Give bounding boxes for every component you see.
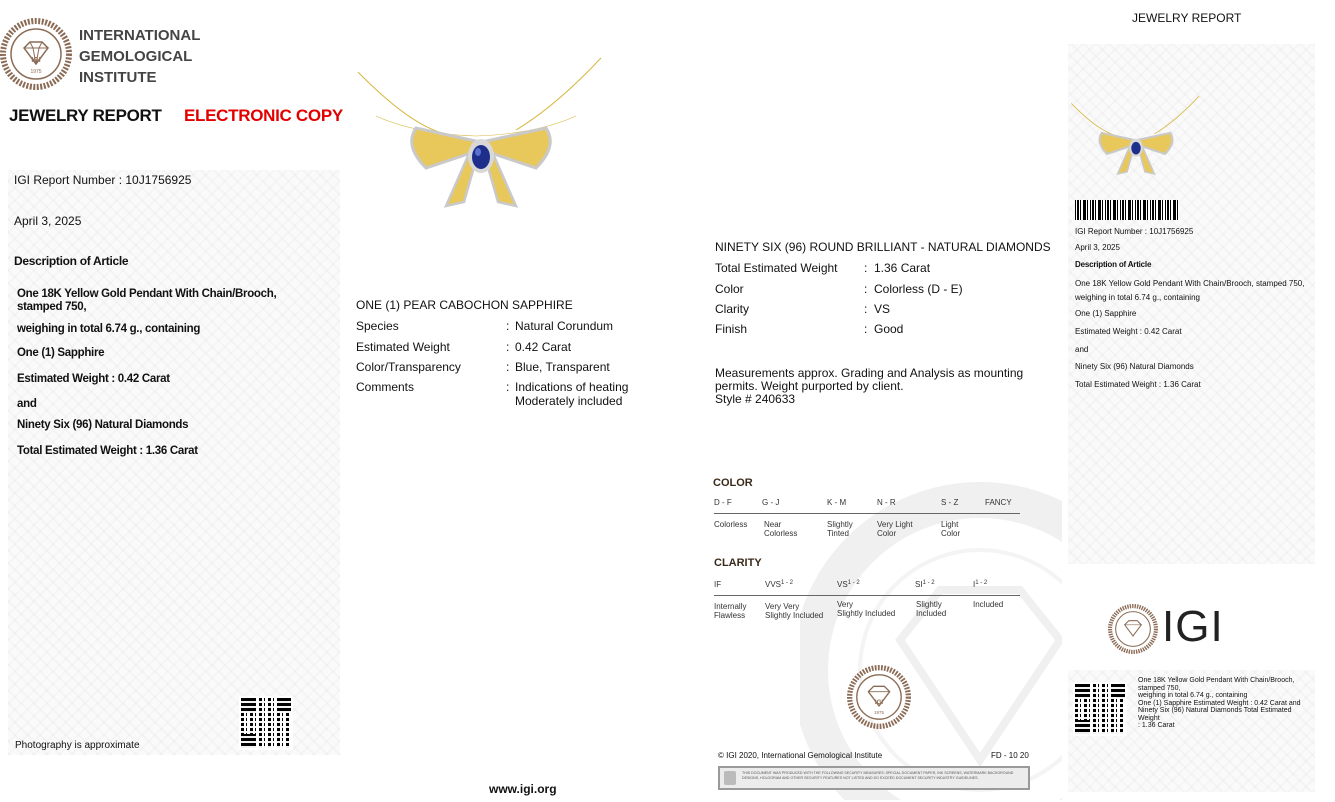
clarity-scale-heading: CLARITY	[714, 557, 762, 569]
sapphire-row-color: Color/Transparency : Blue, Transparent	[356, 360, 610, 374]
color-grade-desc: Very Light Color	[877, 520, 913, 538]
diamond-row-clarity: Clarity : VS	[715, 302, 891, 316]
measurement-note	[715, 367, 1023, 406]
note-line: permits. Weight purported by client.	[715, 379, 904, 393]
website: www.igi.org	[489, 782, 557, 796]
note-line: Style # 240633	[715, 392, 796, 406]
barcode	[1075, 200, 1179, 220]
seal-year: 1975	[30, 69, 42, 75]
description-line: and	[17, 398, 37, 410]
svg-text:1975: 1975	[874, 709, 884, 715]
institute-name-line-2: GEMOLOGICAL	[79, 48, 193, 65]
spec-value: Indications of heating	[515, 380, 629, 394]
institute-name	[79, 25, 200, 88]
stub-description-line: Ninety Six (96) Natural Diamonds	[1075, 362, 1194, 371]
description-line: Total Estimated Weight : 1.36 Carat	[17, 445, 198, 457]
description-line: weighing in total 6.74 g., containing	[17, 323, 201, 335]
clarity-grade-desc: Internally Flawless	[714, 602, 747, 620]
stub-summary-line: stamped 750,	[1138, 684, 1181, 692]
description-block	[17, 288, 317, 457]
spec-value: Blue, Transparent	[515, 360, 610, 374]
description-line: Estimated Weight : 0.42 Carat	[17, 373, 170, 385]
stub-summary	[1138, 677, 1313, 730]
spec-value: VS	[874, 302, 891, 316]
description-line: One 18K Yellow Gold Pendant With Chain/Brooch, stamped 750,	[17, 288, 277, 313]
color-grade-desc: Colorless	[714, 520, 748, 529]
stub-description-block	[1075, 279, 1315, 394]
sapphire-row-species: Species : Natural Corundum	[356, 319, 614, 333]
color-grade-code: D - F	[714, 498, 732, 507]
color-grade-desc: Near Colorless	[764, 520, 798, 538]
clarity-grade-code: VS$^{1 - 2}$	[837, 580, 860, 589]
clarity-grade-desc: Very Slightly Included	[837, 600, 896, 618]
diamond-row-finish: Finish : Good	[715, 322, 904, 336]
sapphire-row-weight: Estimated Weight : 0.42 Carat	[356, 340, 572, 354]
clarity-grade-code: $I^{1 - 2}$	[973, 580, 988, 589]
stub-description-line: Estimated Weight : 0.42 Carat	[1075, 327, 1182, 336]
diamond-details	[715, 261, 1055, 345]
diamonds-title: NINETY SIX (96) ROUND BRILLIANT - NATURAL DIAMONDS	[715, 240, 1051, 254]
security-text: THIS DOCUMENT WAS PRODUCED WITH THE FOLLOWING SECURITY MEASURES: SPECIAL DOCUMENT PAPER, INK SCREENS, WATERMARK BACKGROUND DESIGNS, HOLOGRAM AND OTHER SECURITY FEATURES NOT LISTED AND DO EXCEED DOCUMENT SECURITY INDUSTRY GUIDELINES.	[742, 771, 1014, 780]
description-line: Ninety Six (96) Natural Diamonds	[17, 419, 189, 431]
security-strip	[718, 766, 1030, 790]
institute-name-line-1: INTERNATIONAL	[79, 27, 201, 44]
photography-note: Photography is approximate	[15, 740, 140, 751]
spec-value: 1.36 Carat	[874, 261, 931, 275]
color-scale	[714, 498, 1024, 543]
color-scale-line	[714, 513, 1020, 514]
stub-description-line: One 18K Yellow Gold Pendant With Chain/Brooch, stamped 750,	[1075, 279, 1305, 288]
color-grade-code: G - J	[762, 498, 780, 507]
stub-summary-line: : 1.36 Carat	[1138, 722, 1175, 729]
clarity-scale	[714, 578, 1024, 624]
institute-name-line-3: INSTITUTE	[79, 69, 157, 86]
stub-summary-line: One 18K Yellow Gold Pendant With Chain/Brooch,	[1138, 677, 1295, 684]
stub-date: April 3, 2025	[1075, 243, 1120, 252]
spec-value: Good	[874, 322, 904, 336]
stub-description-line: Total Estimated Weight : 1.36 Carat	[1075, 380, 1201, 389]
clarity-grade-desc: Slightly Included	[916, 600, 947, 618]
spec-label: Clarity	[715, 302, 750, 316]
svg-text:IGI: IGI	[874, 699, 884, 707]
description-line: One (1) Sapphire	[17, 347, 105, 359]
clarity-grade-desc: Very Very Slightly Included	[765, 602, 824, 620]
stub-title: JEWELRY REPORT	[1132, 11, 1242, 25]
color-grade-desc: Light Color	[941, 520, 961, 538]
igi-wordmark: IGI	[1162, 602, 1224, 651]
stub-summary-line: Ninety Six (96) Natural Diamonds Total Estimated Weight	[1138, 707, 1292, 722]
spec-label: Comments	[356, 380, 415, 394]
igi-logo-seal	[1108, 604, 1158, 654]
sapphire-title: ONE (1) PEAR CABOCHON SAPPHIRE	[356, 298, 573, 312]
stub-pendant-photo	[1070, 95, 1202, 175]
color-grade-code: S - Z	[941, 498, 959, 507]
clarity-grade-code: IF	[714, 580, 722, 589]
color-scale-heading: COLOR	[713, 477, 753, 489]
form-code: FD - 10 20	[991, 751, 1029, 760]
copyright: © IGI 2020, International Gemological Institute	[718, 751, 883, 760]
clarity-scale-line	[714, 595, 1020, 596]
stub-summary-line: weighing in total 6.74 g., containing	[1138, 692, 1248, 699]
report-number: IGI Report Number : 10J1756925	[14, 173, 192, 187]
description-heading: Description of Article	[14, 254, 129, 268]
clarity-grade-desc: Included	[973, 600, 1004, 609]
spec-value: Natural Corundum	[515, 319, 614, 333]
color-grade-desc: Slightly Tinted	[827, 520, 853, 538]
report-date: April 3, 2025	[14, 214, 82, 228]
spec-value: 0.42 Carat	[515, 340, 572, 354]
report-title: JEWELRY REPORT	[9, 106, 162, 125]
stub-description-heading: Description of Article	[1075, 260, 1152, 269]
clarity-grade-code: SI$^{1 - 2}$	[915, 580, 935, 589]
spec-label: Color/Transparency	[356, 360, 461, 374]
spec-value-2: Moderately included	[515, 394, 623, 408]
igi-seal-logo	[0, 18, 72, 90]
lock-icon	[724, 771, 736, 785]
spec-label: Total Estimated Weight	[715, 261, 838, 275]
color-grade-code: N - R	[877, 498, 896, 507]
color-grade-code: FANCY	[985, 498, 1012, 507]
stub-summary-line: One (1) Sapphire Estimated Weight : 0.42 Carat and	[1138, 699, 1301, 707]
sapphire-details	[356, 319, 656, 419]
stub-report-number: IGI Report Number : 10J1756925	[1075, 227, 1194, 236]
stub-description-line: weighing in total 6.74 g., containing	[1075, 293, 1200, 302]
spec-label: Finish	[715, 322, 748, 336]
spec-label: Color	[715, 282, 744, 296]
clarity-grade-code: VVS$^{1 - 2}$	[765, 580, 794, 589]
stub-description-line: One (1) Sapphire	[1075, 309, 1137, 318]
sapphire-row-comments: Comments : Indications of heating Moderately included	[356, 380, 629, 408]
igi-seal-small	[847, 665, 911, 729]
spec-value: Colorless (D - E)	[874, 282, 963, 296]
note-line: Measurements approx. Grading and Analysis as mounting	[715, 366, 1024, 380]
diamond-row-color: Color : Colorless (D - E)	[715, 282, 963, 296]
stub-description-line: and	[1075, 345, 1089, 354]
stub-qr-code[interactable]	[1075, 684, 1125, 734]
qr-code[interactable]	[241, 698, 291, 748]
electronic-copy-label: ELECTRONIC COPY	[184, 106, 343, 125]
bow-pendant-photo	[356, 56, 606, 208]
seal-initials: IGI	[31, 57, 41, 64]
spec-label: Species	[356, 319, 399, 333]
spec-label: Estimated Weight	[356, 340, 450, 354]
diamond-row-weight: Total Estimated Weight : 1.36 Carat	[715, 261, 931, 275]
color-grade-code: K - M	[827, 498, 847, 507]
